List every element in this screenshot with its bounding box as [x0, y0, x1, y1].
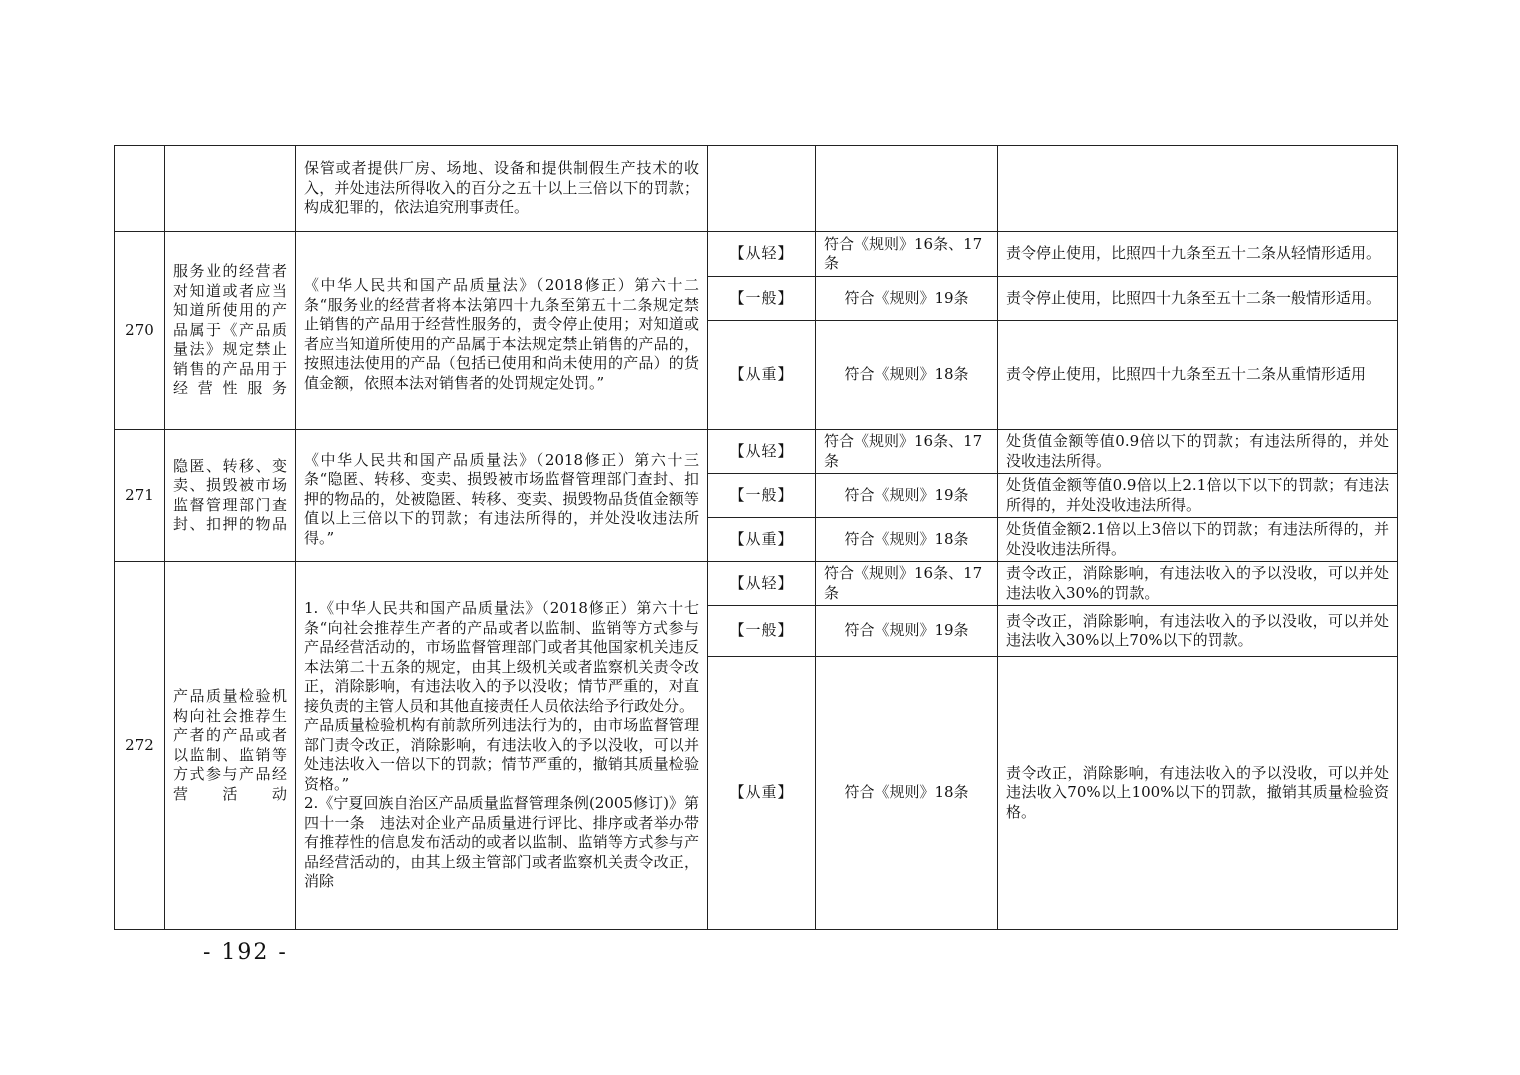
- table-row: [115, 146, 1398, 232]
- discretion-level: 【从轻】: [708, 232, 816, 277]
- penalty-standards-table: [114, 145, 1398, 930]
- row-number: 270: [115, 232, 165, 430]
- applicable-condition: [816, 146, 998, 232]
- applicable-condition: 符合《规则》18条: [816, 657, 998, 930]
- discretion-level: 【一般】: [708, 474, 816, 518]
- violation-item: 服务业的经营者对知道或者应当知道所使用的产品属于《产品质量法》规定禁止销售的产品用于经营性服务: [165, 232, 296, 430]
- penalty-standard: 责令停止使用，比照四十九条至五十二条一般情形适用。: [998, 277, 1398, 321]
- table-row: [115, 232, 1398, 277]
- penalty-standard: 处货值金额等值0.9倍以下的罚款；有违法所得的，并处没收违法所得。: [998, 430, 1398, 474]
- discretion-level: 【从轻】: [708, 430, 816, 474]
- violation-item: 产品质量检验机构向社会推荐生产者的产品或者以监制、监销等方式参与产品经营活动: [165, 562, 296, 930]
- table-row: [115, 562, 1398, 606]
- legal-basis: 《中华人民共和国产品质量法》（2018修正）第六十三条“隐匿、转移、变卖、损毁被市场监督管理部门查封、扣押的物品的，处被隐匿、转移、变卖、损毁物品货值金额等值以上三倍以下的罚款；有违法所得的，并处没收违法所得。”: [296, 430, 708, 562]
- applicable-condition: 符合《规则》19条: [816, 277, 998, 321]
- penalty-standard: 处货值金额2.1倍以上3倍以下的罚款；有违法所得的，并处没收违法所得。: [998, 518, 1398, 562]
- legal-basis: 《中华人民共和国产品质量法》（2018修正）第六十二条“服务业的经营者将本法第四十九条至第五十二条规定禁止销售的产品用于经营性服务的，责令停止使用；对知道或者应当知道所使用的产品属于本法规定禁止销售的产品的，按照违法使用的产品（包括已使用和尚未使用的产品）的货值金额，依照本法对销售者的处罚规定处罚。”: [296, 232, 708, 430]
- legal-basis: 保管或者提供厂房、场地、设备和提供制假生产技术的收入，并处违法所得收入的百分之五十以上三倍以下的罚款；构成犯罪的，依法追究刑事责任。: [296, 146, 708, 232]
- basis-paragraph: 产品质量检验机构有前款所列违法行为的，由市场监督管理部门责令改正，消除影响，有违法收入的予以没收，可以并处违法收入一倍以下的罚款；情节严重的，撤销其质量检验资格。”: [304, 716, 699, 793]
- basis-paragraph: 1.《中华人民共和国产品质量法》（2018修正）第六十七条“向社会推荐生产者的产品或者以监制、监销等方式参与产品经营活动的，市场监督管理部门或者其他国家机关违反本法第二十五条的规定，由其上级机关或者监察机关责令改正，消除影响，有违法收入的予以没收；情节严重的，对直接负责的主管人员和其他直接责任人员依法给予行政处分。: [304, 599, 699, 715]
- discretion-level: [708, 146, 816, 232]
- applicable-condition: 符合《规则》19条: [816, 474, 998, 518]
- legal-basis: [296, 562, 708, 930]
- row-number: 271: [115, 430, 165, 562]
- penalty-standard: 责令改正，消除影响，有违法收入的予以没收，可以并处违法收入70%以上100%以下的罚款，撤销其质量检验资格。: [998, 657, 1398, 930]
- discretion-level: 【一般】: [708, 606, 816, 657]
- applicable-condition: 符合《规则》16条、17条: [816, 430, 998, 474]
- penalty-standard: 处货值金额等值0.9倍以上2.1倍以下以下的罚款；有违法所得的，并处没收违法所得。: [998, 474, 1398, 518]
- discretion-level: 【一般】: [708, 277, 816, 321]
- discretion-level: 【从重】: [708, 657, 816, 930]
- applicable-condition: 符合《规则》18条: [816, 321, 998, 430]
- penalty-standard: 责令停止使用，比照四十九条至五十二条从重情形适用: [998, 321, 1398, 430]
- table-row: [115, 430, 1398, 474]
- row-number: 272: [115, 562, 165, 930]
- discretion-level: 【从轻】: [708, 562, 816, 606]
- applicable-condition: 符合《规则》16条、17条: [816, 562, 998, 606]
- penalty-standard: [998, 146, 1398, 232]
- applicable-condition: 符合《规则》19条: [816, 606, 998, 657]
- discretion-level: 【从重】: [708, 518, 816, 562]
- applicable-condition: 符合《规则》16条、17条: [816, 232, 998, 277]
- penalty-standard: 责令改正，消除影响，有违法收入的予以没收，可以并处违法收入30%以上70%以下的罚款。: [998, 606, 1398, 657]
- violation-item: 隐匿、转移、变卖、损毁被市场监督管理部门查封、扣押的物品: [165, 430, 296, 562]
- basis-paragraph: 2.《宁夏回族自治区产品质量监督管理条例(2005修订)》第四十一条 违法对企业产品质量进行评比、排序或者举办带有推荐性的信息发布活动的或者以监制、监销等方式参与产品经营活动的，由其上级主管部门或者监察机关责令改正，消除: [304, 794, 699, 891]
- discretion-level: 【从重】: [708, 321, 816, 430]
- applicable-condition: 符合《规则》18条: [816, 518, 998, 562]
- violation-item: [165, 146, 296, 232]
- penalty-standard: 责令改正，消除影响，有违法收入的予以没收，可以并处违法收入30%的罚款。: [998, 562, 1398, 606]
- row-number: [115, 146, 165, 232]
- penalty-standard: 责令停止使用，比照四十九条至五十二条从轻情形适用。: [998, 232, 1398, 277]
- page-number: - 192 -: [203, 940, 288, 965]
